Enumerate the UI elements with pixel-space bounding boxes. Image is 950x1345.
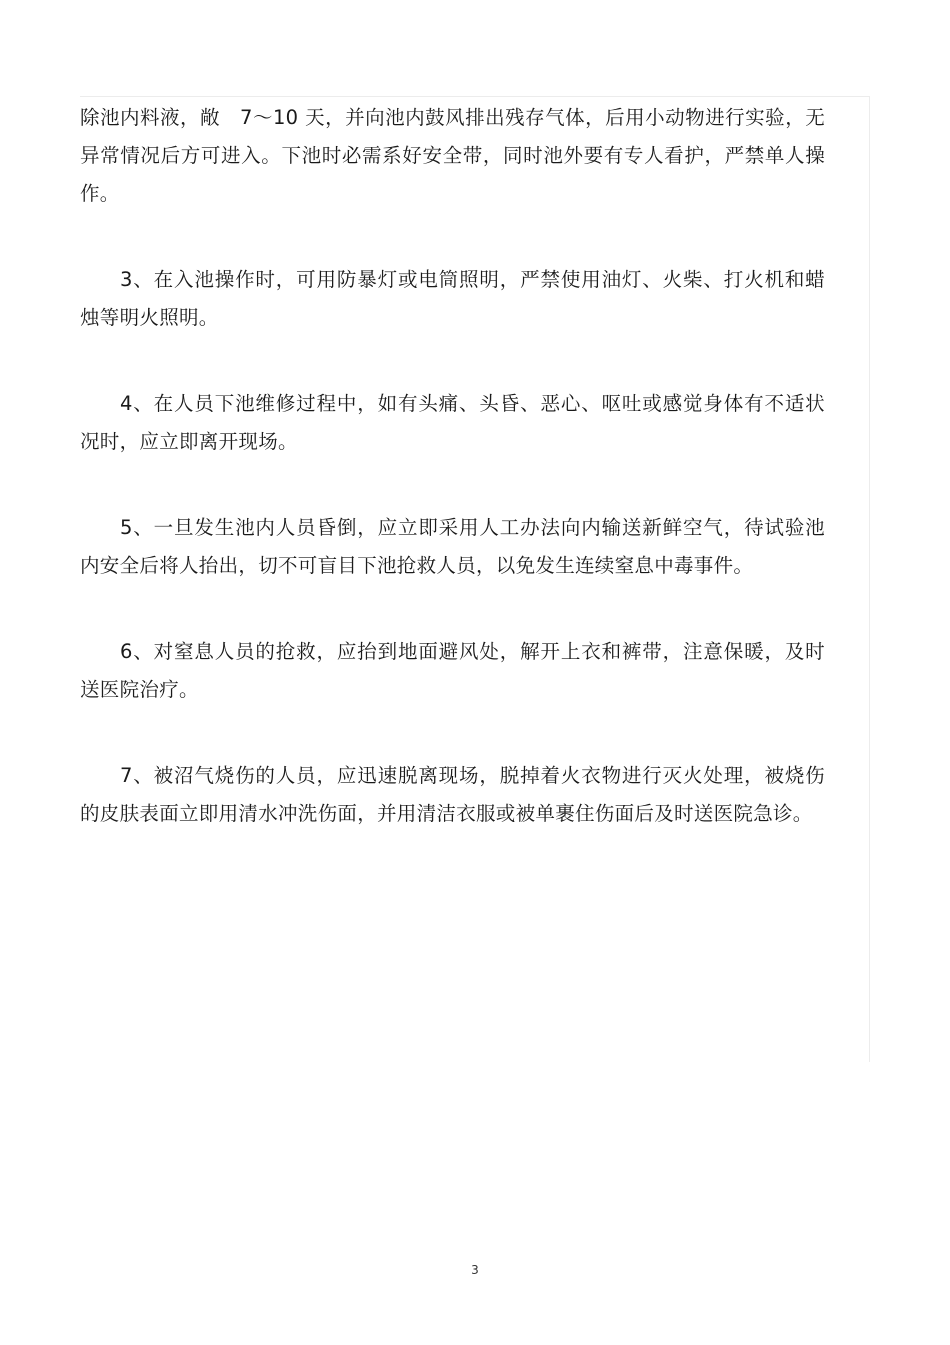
document-body — [80, 99, 825, 833]
paragraph-item-6: 6、对窒息人员的抢救，应抬到地面避风处，解开上衣和裤带，注意保暖，及时送医院治疗。 — [80, 640, 825, 701]
page-number: 3 — [471, 1263, 479, 1277]
paragraph-item-3: 3、在入池操作时，可用防暴灯或电筒照明，严禁使用油灯、火柴、打火机和蜡烛等明火照明。 — [80, 268, 825, 329]
page-border-right — [869, 96, 870, 1062]
paragraph-item-4: 4、在人员下池维修过程中，如有头痛、头昏、恶心、呕吐或感觉身体有不适状况时，应立即离开现场。 — [80, 392, 825, 453]
paragraph-item-7: 7、被沼气烧伤的人员，应迅速脱离现场，脱掉着火衣物进行灭火处理，被烧伤的皮肤表面立即用清水冲洗伤面，并用清洁衣服或被单裹住伤面后及时送医院急诊。 — [80, 764, 825, 825]
paragraph-item-5: 5、一旦发生池内人员昏倒，应立即采用人工办法向内输送新鲜空气，待试验池内安全后将人抬出，切不可盲目下池抢救人员，以免发生连续窒息中毒事件。 — [80, 516, 825, 577]
page-border-top — [80, 96, 869, 97]
paragraph-continuation: 除池内料液，敞 7～10 天，并向池内鼓风排出残存气体，后用小动物进行实验，无异常情况后方可进入。下池时必需系好安全带，同时池外要有专人看护，严禁单人操作。 — [80, 106, 825, 205]
